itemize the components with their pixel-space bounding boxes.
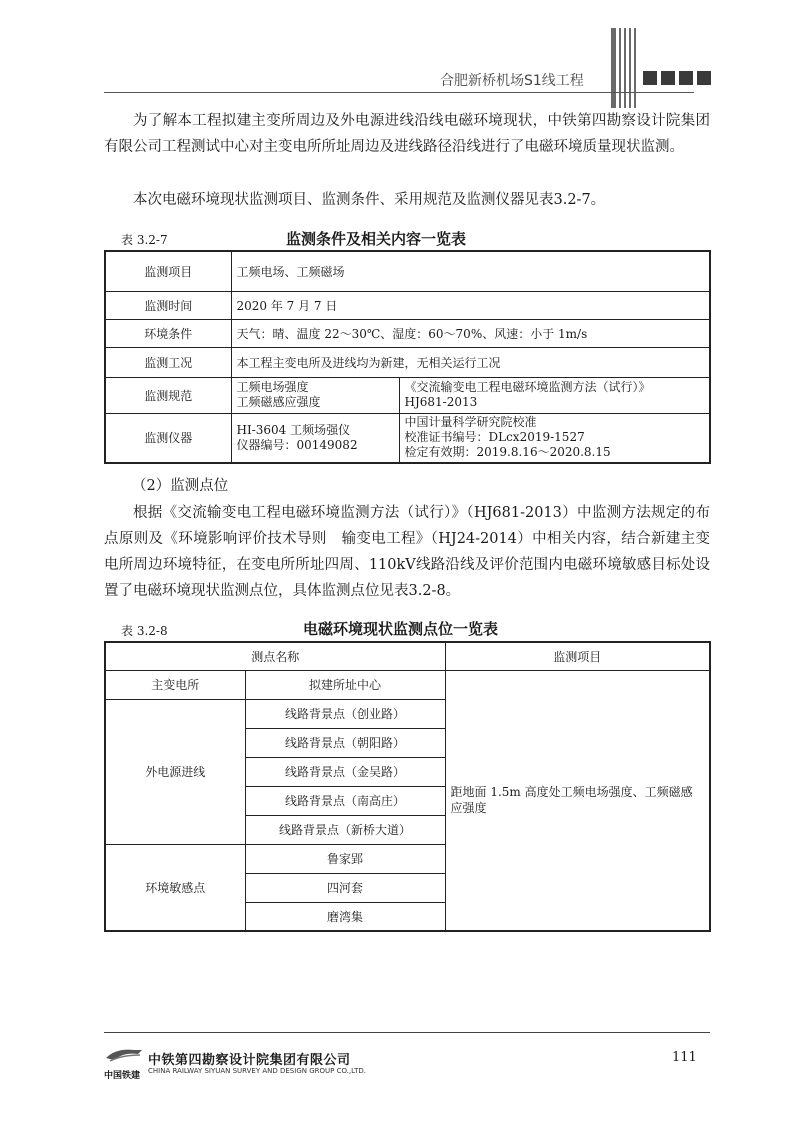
group-label: 环境敏感点 (105, 844, 245, 931)
point-name: 线路背景点（南高庄） (245, 786, 445, 815)
header-rule (104, 92, 694, 93)
header-title: 合肥新桥机场S1线工程 (440, 73, 584, 89)
point-name: 线路背景点（金吴路） (245, 757, 445, 786)
table1-title: 监测条件及相关内容一览表 (286, 230, 467, 248)
section-subheading: （2）监测点位 (132, 478, 229, 494)
point-name: 鲁家郢 (245, 844, 445, 873)
row-label: 监测时间 (105, 291, 231, 319)
table-row (105, 670, 710, 699)
paragraph-monitoring-points: 根据《交流输变电工程电磁环境监测方法（试行）》（HJ681-2013）中监测方法规定的布点原则及《环境影响评价技术导则 输变电工程》（HJ24-2014）中相关内容，结合新建主变电所周边环境特征，在变电所所址四周、110kV线路沿线及评价范围内电磁环境敏感目标处设置了电磁环境现状监测点位，具体监测点位见表3.2-8。 (104, 505, 710, 599)
footer-rule (104, 1032, 710, 1033)
table-row (105, 291, 710, 319)
calibration-org: 中国计量科学研究院校准 (404, 415, 537, 430)
point-name: 四河套 (245, 873, 445, 902)
page-number: 111 (672, 1050, 697, 1065)
point-name: 拟建所址中心 (245, 670, 445, 699)
logo-subtext: 中国铁建 (104, 1071, 141, 1081)
row-value: 天气：晴、温度 22～30℃、湿度：60～70%、风速：小于 1m/s (231, 319, 710, 347)
header-square-icon (661, 71, 675, 85)
table2-title: 电磁环境现状监测点位一览表 (303, 620, 499, 638)
paragraph-table-ref: 本次电磁环境现状监测项目、监测条件、采用规范及监测仪器见表3.2-7。 (133, 192, 606, 208)
table-row (105, 413, 710, 463)
point-name: 线路背景点（朝阳路） (245, 728, 445, 757)
table-row (105, 251, 710, 291)
column-header-point: 测点名称 (105, 642, 445, 670)
group-label: 主变电所 (105, 670, 245, 699)
point-name: 线路背景点（创业路） (245, 699, 445, 728)
row-label: 监测仪器 (105, 413, 231, 463)
instrument-serial: 仪器编号：00149082 (236, 437, 358, 452)
row-label: 环境条件 (105, 319, 231, 347)
column-header-item: 监测项目 (445, 642, 710, 670)
group-label: 外电源进线 (105, 699, 245, 844)
monitoring-points-table (104, 641, 711, 932)
row-value: 本工程主变电所及进线均为新建，无相关运行工况 (231, 347, 710, 377)
table-header-row (105, 642, 710, 670)
paragraph-intro: 为了解本工程拟建主变所周边及外电源进线沿线电磁环境现状，中铁第四勘察设计院集团有限公司工程测试中心对主变电所所址周边及进线路径沿线进行了电磁环境质量现状监测。 (104, 113, 710, 155)
row-value: 工频电场、工频磁场 (231, 251, 710, 291)
instrument-name: HI-3604 工频场强仪 (236, 422, 351, 437)
table-row (105, 347, 710, 377)
row-label: 监测规范 (105, 377, 231, 413)
standard-item-magnetic: 工频磁感应强度 (236, 395, 321, 409)
calibration-validity: 检定有效期：2019.8.16～2020.8.15 (404, 445, 611, 460)
header-square-icon (679, 71, 693, 85)
header-decor-bars (611, 28, 636, 108)
instrument-info (231, 413, 399, 463)
monitor-item: 距地面 1.5m 高度处工频电场强度、工频磁感应强度 (445, 670, 710, 931)
header-square-icon (643, 71, 657, 85)
company-name-en: CHINA RAILWAY SIYUAN SURVEY AND DESIGN GROUP CO.,LTD. (148, 1067, 366, 1075)
standard-items (231, 377, 399, 413)
standard-item-electric: 工频电场强度 (236, 380, 309, 394)
standard-reference-title: 《交流输变电工程电磁环境监测方法（试行）》 (404, 380, 651, 394)
instrument-calibration (399, 413, 710, 463)
row-label: 监测工况 (105, 347, 231, 377)
row-label: 监测项目 (105, 251, 231, 291)
monitoring-conditions-table (104, 250, 711, 464)
calibration-certificate: 校准证书编号：DLcx2019-1527 (404, 430, 585, 445)
header-square-icon (697, 71, 711, 85)
standard-reference (399, 377, 710, 413)
company-logo-icon (104, 1046, 144, 1064)
table2-number: 表 3.2-8 (121, 624, 168, 638)
standard-reference-code: HJ681-2013 (404, 395, 478, 409)
row-value: 2020 年 7 月 7 日 (231, 291, 710, 319)
company-name-cn: 中铁第四勘察设计院集团有限公司 (148, 1053, 351, 1068)
point-name: 磨湾集 (245, 902, 445, 931)
table-row (105, 377, 710, 413)
table-row (105, 319, 710, 347)
table1-number: 表 3.2-7 (121, 233, 168, 247)
point-name: 线路背景点（新桥大道） (245, 815, 445, 844)
